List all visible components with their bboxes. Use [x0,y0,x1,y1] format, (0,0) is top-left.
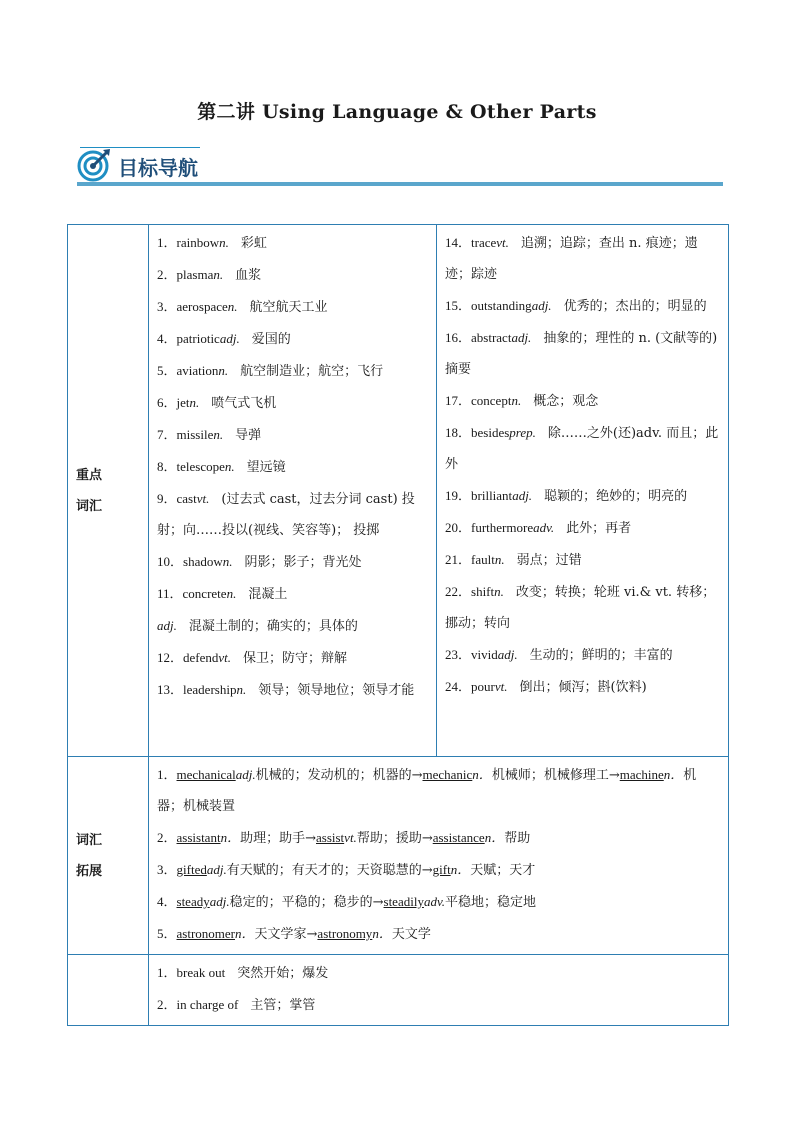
entry-number: 1． [157,235,177,250]
extension-definition: 助理；助手→ [240,831,316,846]
entry-word: aerospace [176,299,228,314]
extension-pos: n． [220,830,241,845]
entry-pos: vt. [218,650,232,665]
entry-definition: 彩虹 [240,236,267,251]
phrase-definition: 突然开始；爆发 [237,966,329,981]
phrase-text: in charge of [176,997,239,1012]
extension-pos: n． [663,767,684,782]
extension-word: mechanic [422,767,473,782]
extension-row [68,757,729,955]
entry-pos: n. [494,584,504,599]
entry-pos: adv. [533,520,555,535]
vocab-entry [157,642,430,674]
vocab-entry [445,417,722,480]
section-underline [77,182,723,186]
extension-word: steady [176,894,210,909]
vocab-entry [445,576,722,639]
extension-word: gift [432,862,451,877]
entry-definition: 混凝土制的；确实的；具体的 [188,619,358,634]
entry-word: outstanding [471,298,532,313]
entry-pos: n. [213,427,224,442]
entry-pos: vt. [196,491,210,506]
entry-number: 13． [157,682,184,697]
vocab-entry [445,671,722,703]
extension-pos: n． [472,767,492,782]
vocab-entry [157,546,430,578]
phrase-definition: 主管；掌管 [250,998,316,1013]
entry-word: defend [183,650,219,665]
extension-word: assistant [176,830,221,845]
entry-pos: n. [227,299,238,314]
extension-pos: vt. [344,830,357,845]
entry-word: shift [471,584,495,599]
page-title: 第二讲 Using Language & Other Parts [197,101,597,123]
vocab-entry [445,544,722,576]
entry-number: 17． [445,393,472,408]
entry-pos: n. [213,267,224,282]
entry-number: 2． [157,830,177,845]
entry-definition: 望远镜 [246,460,286,475]
entry-pos: adj. [512,488,533,503]
entry-definition: 航空制造业；航空；飞行 [240,364,384,379]
entry-number: 4． [157,331,177,346]
vocab-entry [157,227,430,259]
entry-pos: n. [224,459,235,474]
entry-definition: 血浆 [235,268,262,283]
vocab-entry [157,483,430,546]
entry-definition: 此外；再者 [566,521,632,536]
vocab-entry [157,387,430,419]
entry-pos: adj. [511,330,532,345]
entry-pos: n. [219,235,229,250]
entry-pos: vt. [496,235,509,250]
entry-word: aviation [176,363,219,378]
entry-number: 5． [157,926,177,941]
entry-definition: 倒出；倾泻；斟(饮料) [519,680,647,695]
entry-number: 2． [157,997,177,1012]
entry-definition: 抽象的；理性的 n. (文献等的)摘要 [445,331,718,377]
entry-number: 24． [445,679,472,694]
entry-word: abstract [471,330,512,345]
entry-word: pour [471,679,495,694]
entry-number: 9． [157,491,177,506]
entry-number: 23． [445,647,472,662]
entry-pos: prep. [509,425,536,440]
entry-definition: 追溯；追踪；查出 n. 痕迹；遗迹；踪迹 [445,236,698,282]
entry-number: 3． [157,299,177,314]
vocab-entry [445,512,722,544]
entry-number: 15． [445,298,472,313]
vocab-table [67,224,729,1026]
extension-entry [157,822,722,854]
entry-number: 16． [445,330,472,345]
entry-word: telescope [176,459,225,474]
entry-word: concept [471,393,512,408]
entry-word: cast [176,491,197,506]
entry-number: 3． [157,862,177,877]
extension-definition: 平稳地；稳定地 [445,895,537,910]
vocab-entry [157,451,430,483]
extension-content [149,757,729,955]
entry-word: rainbow [176,235,220,250]
extension-word: assist [316,830,345,845]
entry-number: 20． [445,520,472,535]
target-icon [77,148,111,182]
entry-word: shadow [183,554,223,569]
extension-word: machine [619,767,664,782]
phrase-text: break out [176,965,226,980]
extension-pos: n． [372,926,392,941]
entry-pos: adj. [497,647,518,662]
entry-number: 19． [445,488,472,503]
entry-number: 14． [445,235,472,250]
extension-definition: 天赋；天才 [470,863,536,878]
entry-word: jet [176,395,190,410]
entry-number: 6． [157,395,177,410]
entry-pos: adj. [531,298,552,313]
entry-definition: 概念；观念 [533,394,599,409]
vocab-entry [157,291,430,323]
entry-word: plasma [176,267,214,282]
entry-definition: 弱点；过错 [516,553,582,568]
vocab-entry [157,610,430,642]
entry-pos: n. [218,363,229,378]
extension-definition: 帮助；援助→ [356,831,433,846]
extension-pos: adj. [206,862,227,877]
entry-number: 11． [157,586,183,601]
extension-word: astronomer [176,926,235,941]
entry-pos: adj. [219,331,240,346]
entry-pos: n. [222,554,233,569]
extension-pos: adv. [423,894,446,909]
entry-definition: 航空航天工业 [249,300,328,315]
entry-pos: n. [494,552,505,567]
extension-entry [157,854,722,886]
entry-word: vivid [471,647,498,662]
entry-definition: 改变；转换；轮班 vi.& vt. 转移；挪动；转向 [445,585,716,631]
vocab-entry [157,674,430,706]
extension-entry [157,759,722,822]
entry-number: 22． [445,584,472,599]
phrase-entry [157,957,722,989]
entry-number: 18． [445,425,472,440]
entry-definition: 除……之外(还)adv. 而且；此外 [445,426,719,472]
section-heading: 目标导航 [118,156,198,180]
key-vocab-label: 重点 词汇 [68,225,149,757]
entry-word: furthermore [471,520,534,535]
entry-word: besides [471,425,510,440]
entry-word: fault [471,552,495,567]
extension-definition: 稳定的；平稳的；稳步的→ [229,895,384,910]
entry-number: 8． [157,459,177,474]
extension-definition: 有天赋的；有天才的；天资聪慧的→ [226,863,433,878]
entry-definition: 混凝土 [248,587,288,602]
vocab-entry [445,290,722,322]
entry-definition: 领导；领导地位；领导才能 [258,683,415,698]
entry-number: 5． [157,363,177,378]
entry-definition: (过去式 cast，过去分词 cast) 投射；向……投以(视线、笑容等)； 投掷 [157,492,415,538]
extension-entry [157,918,722,950]
extension-definition: 天文学家→ [254,927,318,942]
extension-definition: 天文学 [391,927,431,942]
vocab-entry [445,480,722,512]
entry-number: 1． [157,965,177,980]
entry-pos: n. [511,393,522,408]
extension-definition: 机械师；机械修理工→ [491,768,620,783]
phrases-row [68,955,729,1026]
key-vocab-left-column [149,225,437,757]
extension-entry [157,886,722,918]
entry-pos: n. [189,395,200,410]
vocab-entry [157,355,430,387]
extension-definition: 机器；机械装置 [157,768,697,814]
extension-label: 词汇 拓展 [68,757,149,955]
entry-number: 2． [157,267,177,282]
entry-pos: n. [236,682,247,697]
entry-pos: adj. [157,618,177,633]
extension-word: assistance [432,830,485,845]
key-vocab-right-column [437,225,729,757]
vocab-entry [445,385,722,417]
phrases-content [149,955,729,1026]
vocab-entry [445,639,722,671]
extension-pos: adj. [209,894,230,909]
entry-word: brilliant [471,488,513,503]
entry-definition: 导弹 [235,428,262,443]
entry-number: 12． [157,650,184,665]
vocab-entry [157,323,430,355]
entry-word: missile [176,427,214,442]
entry-pos: n. [226,586,237,601]
phrase-entry [157,989,722,1021]
entry-number: 1． [157,767,177,782]
extension-pos: n． [235,926,255,941]
extension-definition: 帮助 [504,831,531,846]
entry-definition: 保卫；防守；辩解 [243,651,348,666]
entry-number: 4． [157,894,177,909]
entry-definition: 喷气式飞机 [211,396,277,411]
entry-definition: 生动的；鲜明的；丰富的 [529,648,673,663]
key-vocab-row [68,225,729,757]
entry-word: leadership [183,682,237,697]
entry-word: trace [471,235,497,250]
vocab-entry [445,322,722,385]
extension-definition: 机械的；发动机的；机器的→ [255,768,423,783]
vocab-entry [157,259,430,291]
entry-number: 10． [157,554,184,569]
entry-pos: vt. [494,679,508,694]
phrases-label [68,955,149,1026]
extension-pos: n． [484,830,505,845]
entry-word: patriotic [176,331,220,346]
entry-word: concrete [182,586,227,601]
entry-definition: 聪颖的；绝妙的；明亮的 [544,489,688,504]
entry-definition: 爱国的 [251,332,291,347]
entry-definition: 阴影；影子；背光处 [244,555,362,570]
extension-word: steadily [383,894,424,909]
vocab-entry [157,419,430,451]
extension-word: mechanical [176,767,236,782]
entry-number: 21． [445,552,472,567]
extension-word: astronomy [317,926,373,941]
entry-definition: 优秀的；杰出的；明显的 [563,299,707,314]
extension-pos: n． [450,862,471,877]
extension-word: gifted [176,862,207,877]
entry-number: 7． [157,427,177,442]
extension-pos: adj. [235,767,256,782]
vocab-entry [445,227,722,290]
vocab-entry [157,578,430,610]
